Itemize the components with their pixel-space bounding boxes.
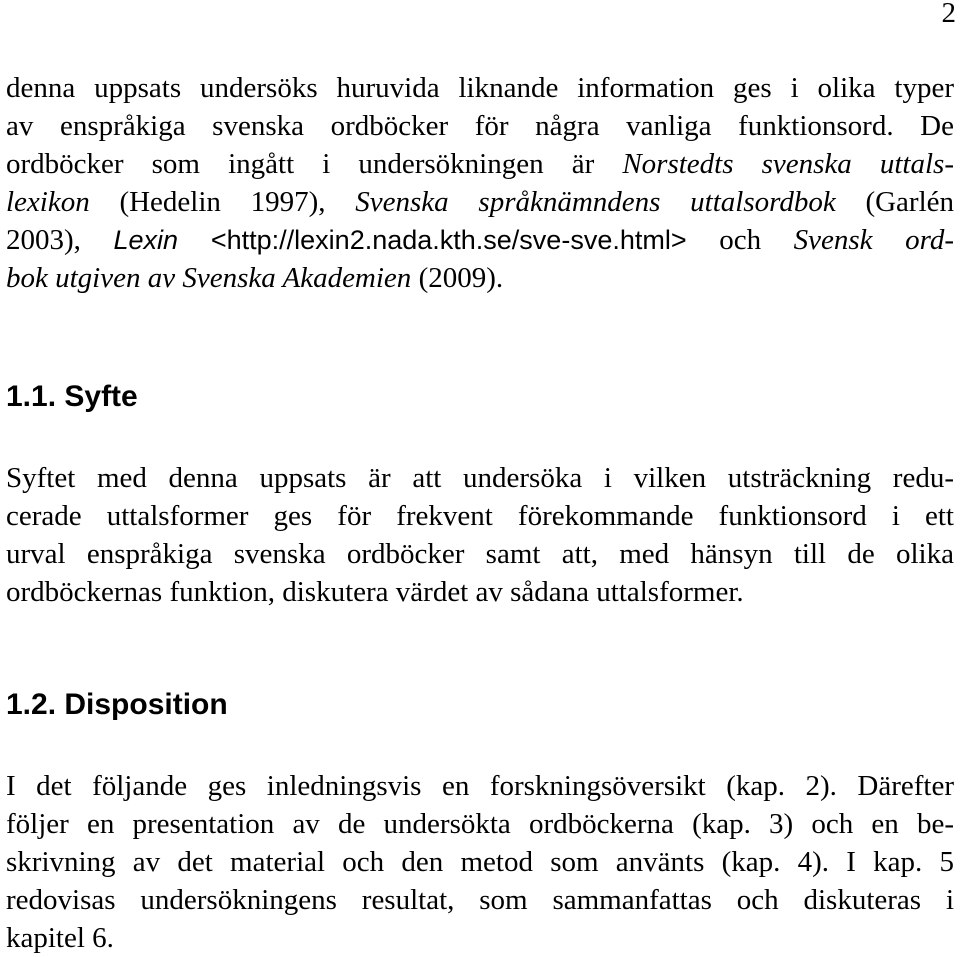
syfte-line-4: ordböckernas funktion, diskutera värdet av sådana uttalsformer. bbox=[6, 576, 744, 608]
citation-year-2003: 2003), bbox=[6, 224, 114, 256]
intro-line-3 bbox=[6, 145, 954, 183]
citation-hedelin: (Hedelin 1997), bbox=[89, 186, 356, 218]
syfte-line-2: cerade uttalsformer ges för frekvent förekommande funktionsord i ett bbox=[6, 500, 954, 532]
book-title-lexin: Lexin bbox=[113, 225, 179, 255]
intro-line-1: denna uppsats undersöks huruvida liknande information ges i olika typer bbox=[6, 72, 954, 104]
intro-line-2: av enspråkiga svenska ordböcker för några vanliga funktionsord. De bbox=[6, 110, 954, 142]
section-heading-disposition: 1.2. Disposition bbox=[6, 688, 228, 721]
intro-text: ordböcker som ingått i undersökningen är bbox=[6, 148, 623, 180]
section-heading-syfte: 1.1. Syfte bbox=[6, 380, 138, 413]
book-title-svensk-ordbok: Svensk ord- bbox=[793, 224, 954, 256]
book-title-norstedts-cont: lexikon bbox=[6, 186, 90, 218]
syfte-line-1: Syftet med denna uppsats är att undersöka i vilken utsträckning redu- bbox=[6, 462, 954, 494]
page-number: 2 bbox=[941, 0, 956, 29]
intro-line-4 bbox=[6, 183, 954, 221]
book-title-sprknamnden: Svenska språknämndens uttalsordbok bbox=[355, 186, 836, 218]
disposition-line-5: kapitel 6. bbox=[6, 922, 114, 954]
intro-line-5 bbox=[6, 221, 954, 259]
disposition-line-3: skrivning av det material och den metod som använts (kap. 4). I kap. 5 bbox=[6, 846, 954, 878]
intro-paragraph bbox=[6, 69, 954, 297]
book-title-svensk-ordbok-cont: bok utgiven av Svenska Akademien bbox=[6, 262, 412, 294]
disposition-paragraph bbox=[6, 767, 954, 957]
syfte-paragraph bbox=[6, 459, 954, 611]
lexin-url[interactable]: <http://lexin2.nada.kth.se/sve-sve.html> bbox=[178, 225, 687, 255]
disposition-line-2: följer en presentation av de undersökta ordböckerna (kap. 3) och en be- bbox=[6, 808, 954, 840]
conjunction-och: och bbox=[686, 224, 794, 256]
syfte-line-3: urval enspråkiga svenska ordböcker samt att, med hänsyn till de olika bbox=[6, 538, 954, 570]
citation-year-2009: (2009). bbox=[411, 262, 504, 294]
book-title-norstedts: Norstedts svenska uttals- bbox=[622, 148, 954, 180]
citation-garlen: (Garlén bbox=[835, 186, 955, 218]
disposition-line-4: redovisas undersökningens resultat, som sammanfattas och diskuteras i bbox=[6, 884, 954, 916]
intro-line-6 bbox=[6, 259, 954, 297]
disposition-line-1: I det följande ges inledningsvis en forskningsöversikt (kap. 2). Därefter bbox=[6, 770, 954, 802]
